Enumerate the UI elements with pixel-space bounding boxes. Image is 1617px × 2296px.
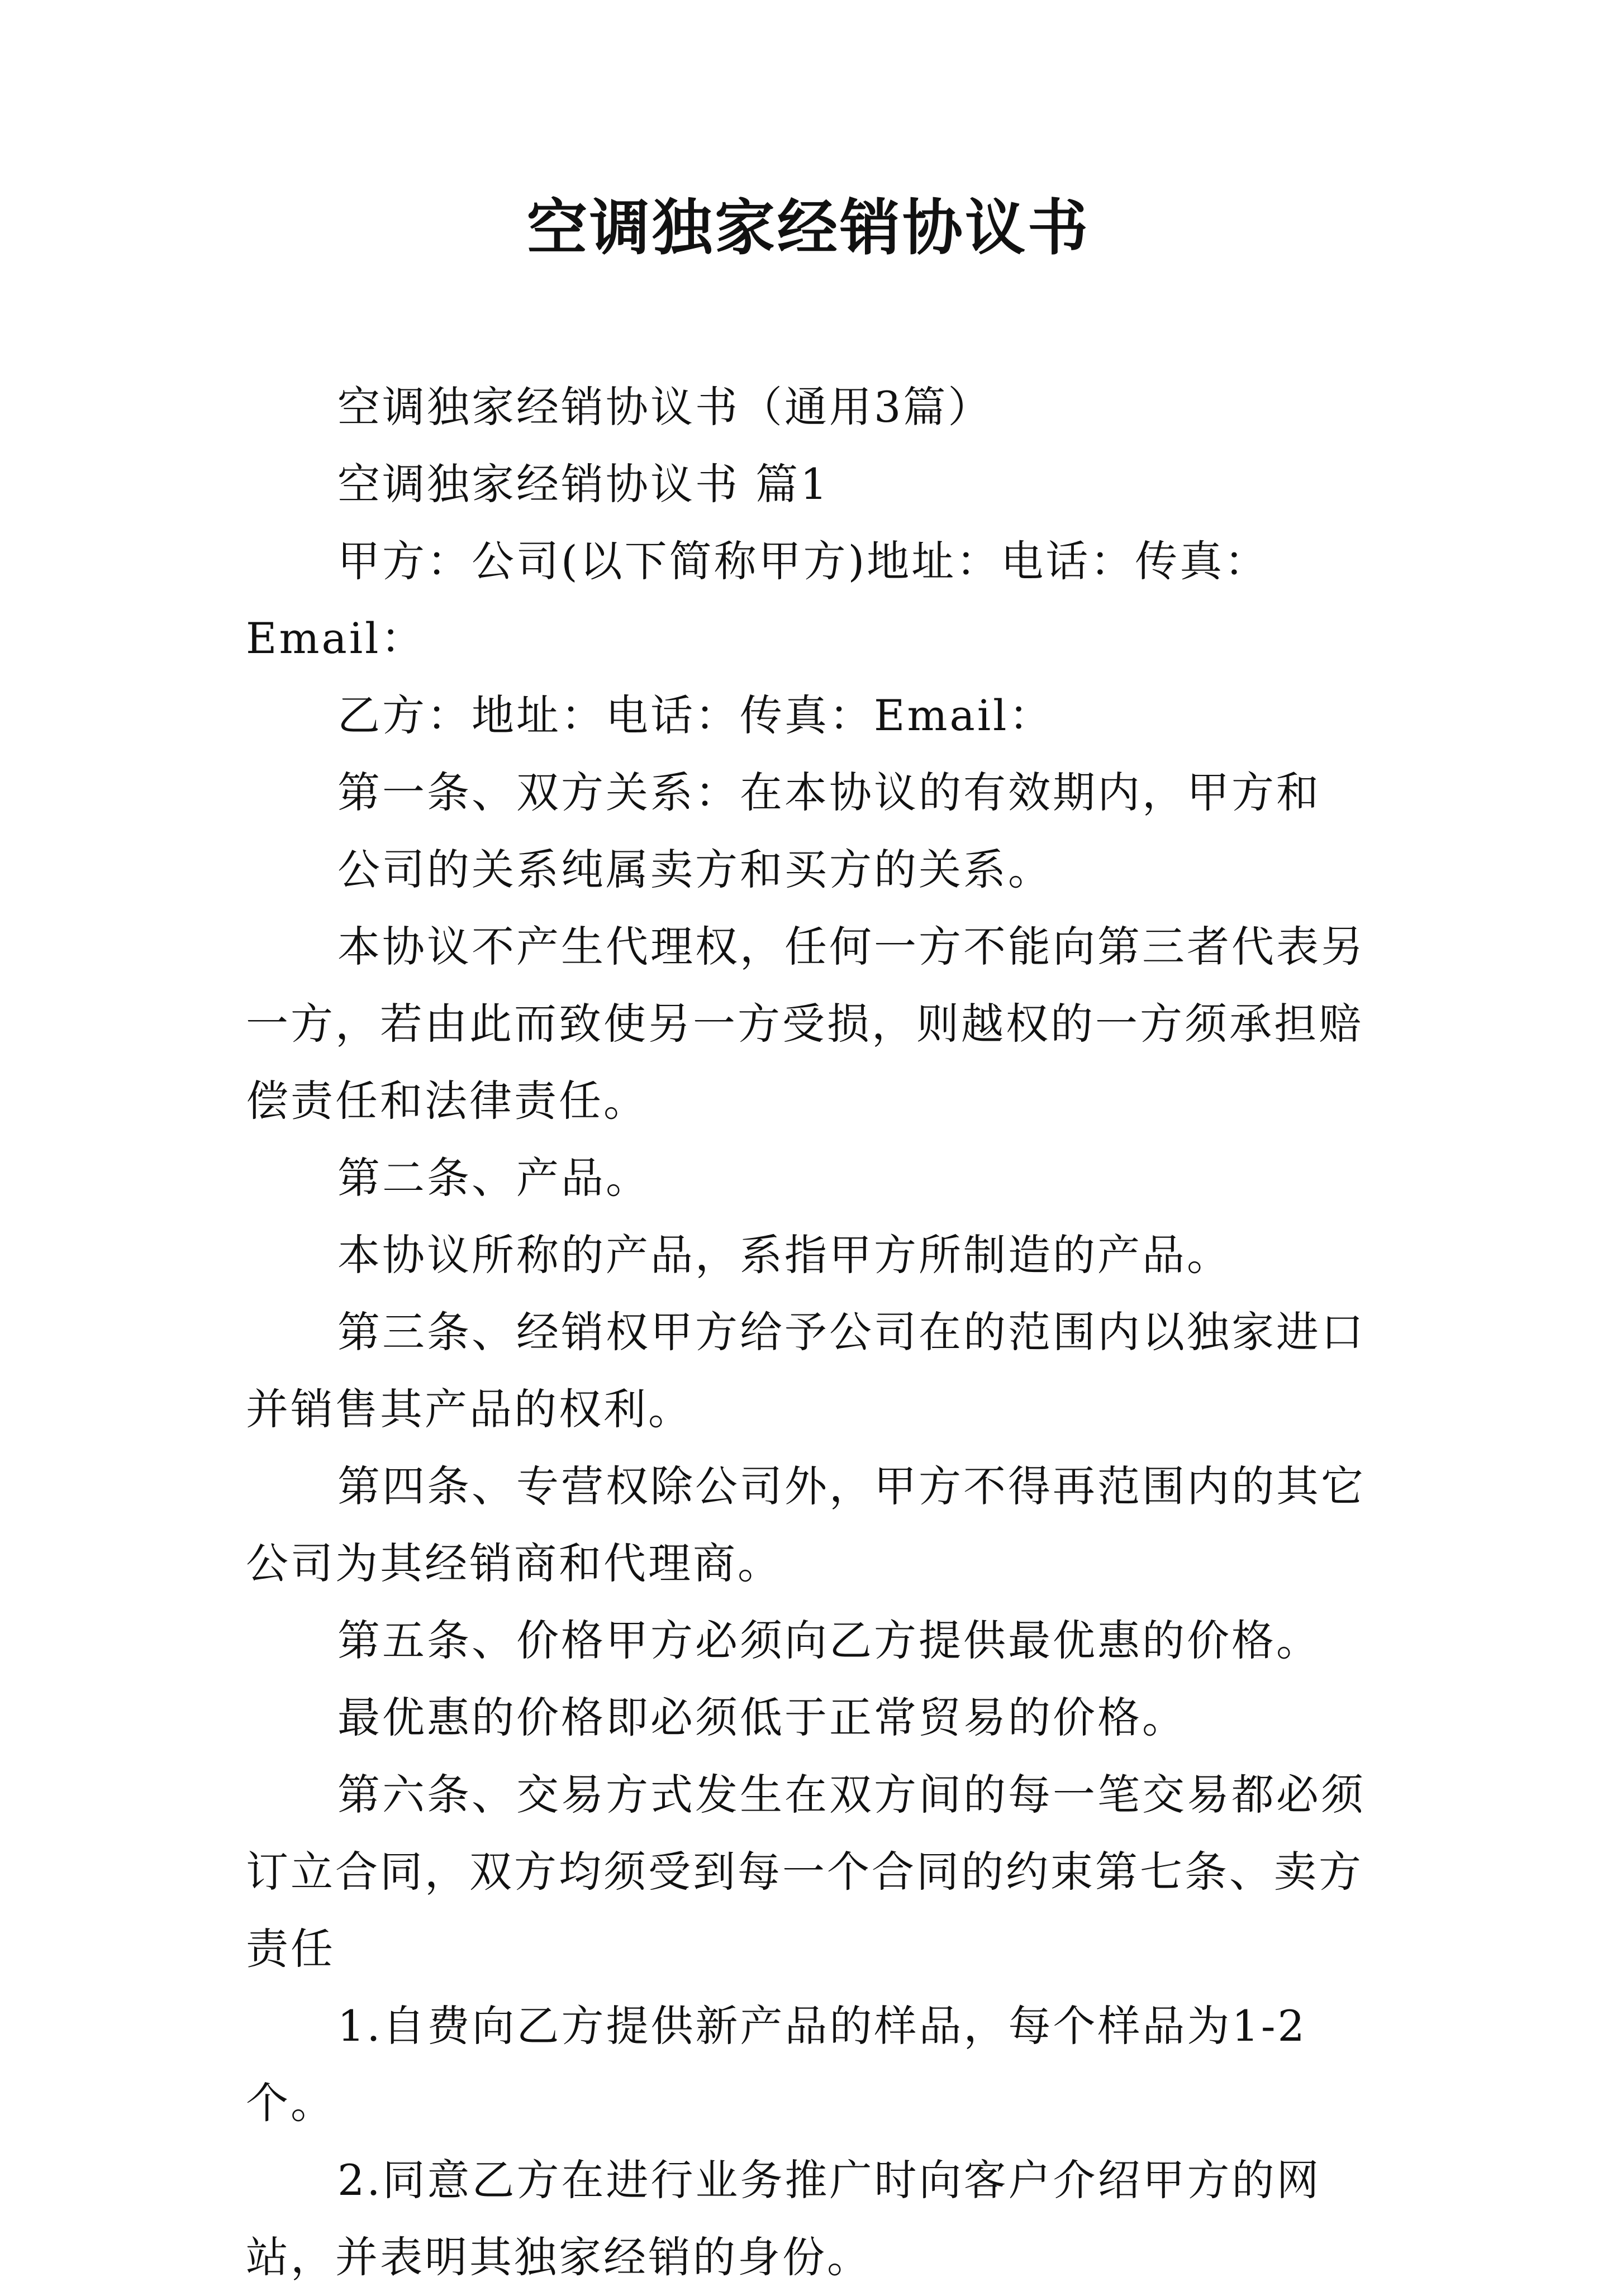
paragraph-product-definition: 本协议所称的产品，系指甲方所制造的产品。 bbox=[337, 1230, 1231, 1280]
paragraph-article-1: 第一条、双方关系：在本协议的有效期内，甲方和 bbox=[337, 768, 1321, 817]
document-title: 空调独家经销协议书 bbox=[526, 193, 1090, 263]
paragraph-party-a: 甲方：公司(以下简称甲方)地址：电话：传真：Email： bbox=[246, 536, 1269, 663]
paragraph-article-5: 第五条、价格甲方必须向乙方提供最优惠的价格。 bbox=[337, 1616, 1321, 1665]
paragraph-article-4: 第四条、专营权除公司外，甲方不得再范围内的其它公司为其经销商和代理商。 bbox=[246, 1461, 1366, 1588]
paragraph-article-3: 第三条、经销权甲方给予公司在的范围内以独家进口并销售其产品的权利。 bbox=[246, 1307, 1366, 1434]
paragraph-subtitle: 空调独家经销协议书（通用3篇） bbox=[337, 382, 993, 432]
paragraph-no-agency: 本协议不产生代理权，任何一方不能向第三者代表另一方，若由此而致使另一方受损，则越权的一方须承担赔偿责任和法律责任。 bbox=[246, 922, 1366, 1126]
paragraph-party-b: 乙方：地址：电话：传真：Email： bbox=[337, 690, 1054, 740]
document-body bbox=[246, 369, 1386, 2296]
paragraph-section-heading: 空调独家经销协议书 篇1 bbox=[337, 459, 830, 509]
paragraph-best-price: 最优惠的价格即必须低于正常贸易的价格。 bbox=[337, 1693, 1187, 1742]
paragraph-item-2: 2.同意乙方在进行业务推广时向客户介绍甲方的网站，并表明其独家经销的身份。 bbox=[246, 2155, 1321, 2282]
paragraph-article-1-cont: 公司的关系纯属卖方和买方的关系。 bbox=[337, 845, 1053, 894]
paragraph-article-2: 第二条、产品。 bbox=[337, 1153, 650, 1203]
paragraph-item-1: 1.自费向乙方提供新产品的样品，每个样品为1-2个。 bbox=[246, 2001, 1307, 2128]
paragraph-article-6: 第六条、交易方式发生在双方间的每一笔交易都必须订立合同，双方均须受到每一个合同的约束第七条、卖方责任 bbox=[246, 1770, 1366, 1974]
